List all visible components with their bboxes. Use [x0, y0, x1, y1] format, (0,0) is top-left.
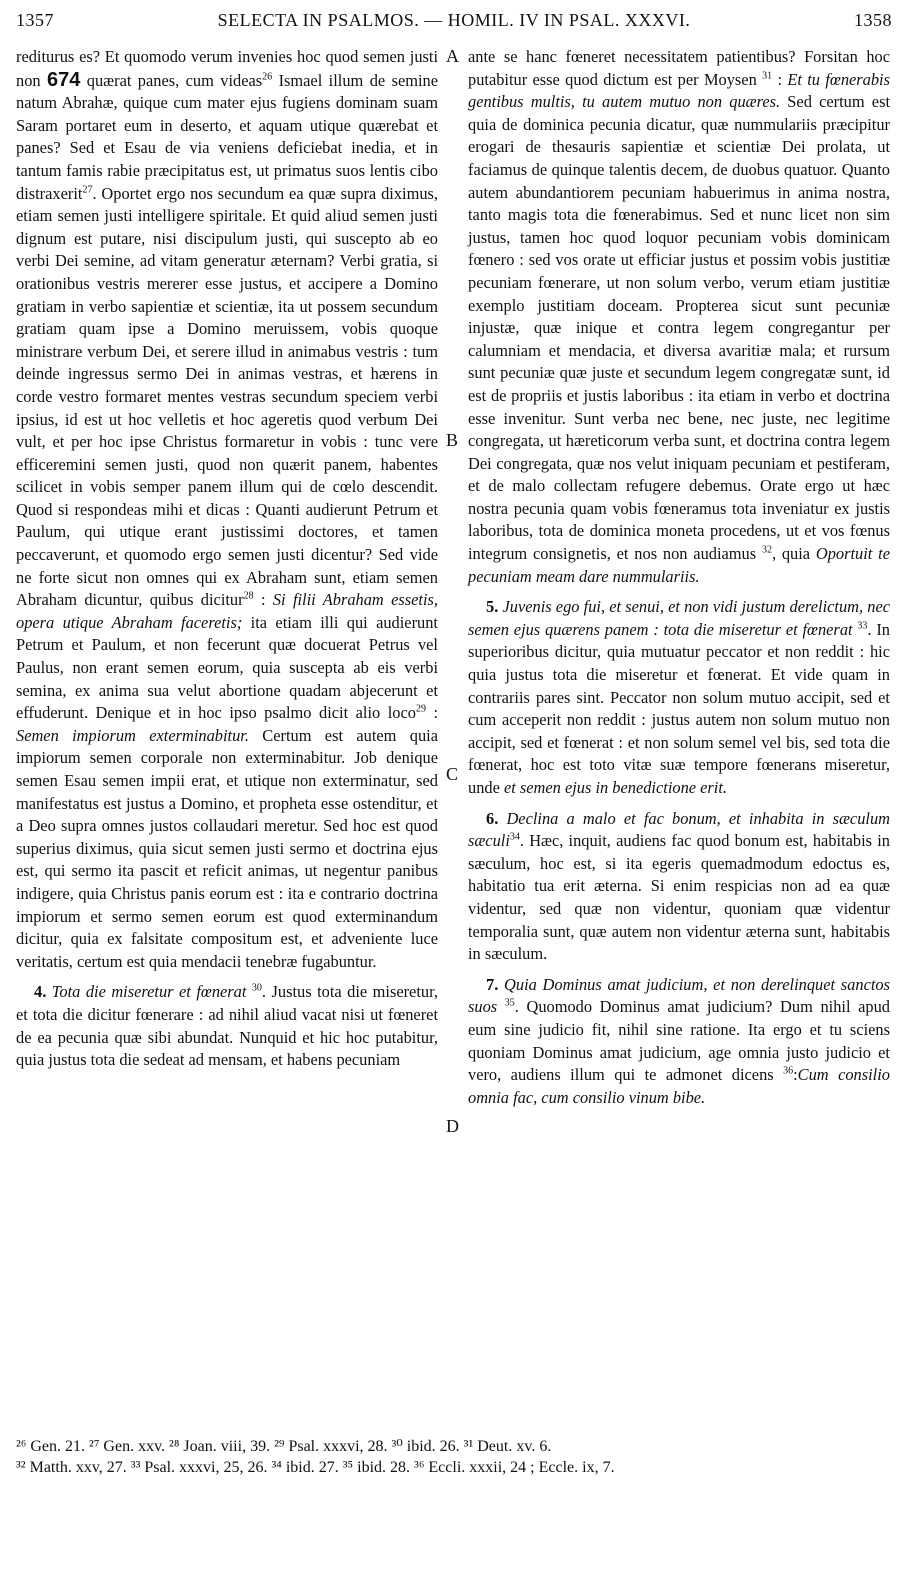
quote-32: Oportuit te pecuniam meam dare nummulariis.	[468, 544, 890, 586]
margin-marker-d: D	[446, 1116, 459, 1136]
footnotes	[16, 1436, 892, 1478]
verse-7: Quia Dominus amat judicium, et non derelinquet sanctos suos	[468, 974, 890, 1017]
note-ref-26: 26	[262, 71, 273, 83]
note-ref-27: 27	[82, 184, 93, 196]
note-ref-30: 30	[251, 982, 262, 994]
note-ref-36: 36	[783, 1065, 794, 1077]
note-ref-33: 33	[857, 620, 868, 632]
left-paragraph-4: 4. Tota die miseretur et fœnerat $^{30}$. Justus tota die miseretur, et tota die dicitur fœnerare : ad nihil aliud vacat nisi ut fœneret de ea pecunia quæ sibi abundat. Nunquid et hic hoc putabitur, quia justus tota die sedeat ad mensam, et habens pecuniam	[16, 982, 438, 1070]
verse-4: Tota die miseretur et fœnerat	[51, 982, 247, 1002]
quote-31: Et tu fœnerabis gentibus multis, tu autem mutuo non quæres.	[468, 69, 890, 112]
verse-5: Juvenis ego fui, et senui, et non vidi justum derelictum, nec semen ejus quærens panem : tota die miseretur et fœnerat	[468, 597, 890, 639]
note-ref-35: 35	[504, 997, 515, 1009]
note-ref-31: 31	[762, 70, 773, 82]
footnote-line-2: ³² Matth. xxv, 27. ³³ Psal. xxxvi, 25, 26. ³⁴ ibid. 27. ³⁵ ibid. 28. ³⁶ Eccli. xxxii, 24 ; Eccle. ix, 7.	[16, 1459, 615, 1476]
right-column	[468, 46, 890, 1109]
verse-6: Declina a malo et fac bonum, et inhabita in sæculum sæculi	[468, 808, 890, 851]
page-number-left: 1357	[16, 10, 54, 30]
right-paragraph-5: 5. Juvenis ego fui, et senui, et non vidi justum derelictum, nec semen ejus quærens panem : tota die miseretur et fœnerat $^{33}$. In superioribus dicitur, quia mutuatur peccator et non reddit : hic quia justus tota die miseretur et fœnerat. Et vide quam in contrariis pares sint. Peccator non solum mutuo accipit, sed et cum acceperit non reddit : justus autem non solum mutuo non accipit, sed et fœnerat : et non solum semel vel bis, sed tota die fœnerat, hoc est toto vitæ suæ tempore fœnerans miseretur, unde et semen ejus in benedictione erit.	[468, 597, 890, 797]
quote-29: Semen impiorum exterminabitur.	[16, 725, 249, 745]
left-column	[16, 46, 438, 1072]
footnote-line-1: ²⁶ Gen. 21. ²⁷ Gen. xxv. ²⁸ Joan. viii, 39. ²⁹ Psal. xxxvi, 28. ³⁰ ibid. 26. ³¹ Deut. xv. 6.	[16, 1438, 552, 1455]
note-ref-34: 34	[509, 831, 520, 843]
margin-marker-b: B	[446, 430, 459, 450]
right-paragraph-continued: ante se hanc fœneret necessitatem patientibus? Forsitan hoc putabitur esse quod dictum est per Moysen $^{31}$ : Et tu fœnerabis gentibus multis, tu autem mutuo non quæres. Sed certum est quia de dominica pecunia dicatur, quæ nummulariis præcipitur erogari de thesauris sapientiæ et scientiæ Dei prolata, ut faciamus de quinque talentis decem, de duobus quatuor. Quanto autem abundantiorem pecuniam habuerimus in anima nostra, tanto magis tota die fœnerabimus. Sed et nunc licet non sim justus, tamen hoc quod loquor pecuniam vobis dominicam fœnero : sed vos orate ut efficiar justus et possim vobis justitiæ pecuniam fœnerare, ut non solum verbo, verum etiam justitiæ exemplo justitiam doceam. Propterea sicut sunt pecuniæ injustæ, quæ inique et contra legem congregantur per calumniam et mendacia, et diversa avaritiæ mala; et rursum sunt pecuniæ quæ juste et secundum legem congregatæ sunt, id est de propriis et justis laboribus : ita etiam in verbo et doctrina esse invenitur. Sunt verba nec bene, nec juste, nec legitime congregata, ut hæreticorum verba sunt, et doctrina contra legem Dei congregata, quæ nos velut iniquam pecuniam et pestiferam, et de malo collectam refugere debemus. Orate ergo ut hæc nostra pecunia quam vobis fœneramus tota inveniatur ex justis laboribus, tota de dominica moneta procedens, ut et vos fœnus integrum consignetis, et nos non audiamus $^{32}$, quia Oportuit te pecuniam meam dare nummulariis.	[468, 47, 890, 586]
right-paragraph-6: 6. Declina a malo et fac bonum, et inhabita in sæculum sæculi$^{34}$. Hæc, inquit, audiens fac quod bonum est, habitabis in sæculum, hoc est, si ita egeris quemadmodum edoctus es, habitatio tua erit æterna. Si enim respicias non ad ea quæ videntur, sed quæ non videntur, quoniam quæ videntur temporalia sunt, quæ autem non videntur æterna sunt, habitabis in sæculum.	[468, 808, 890, 964]
note-ref-28: 28	[243, 590, 254, 602]
quote-5b: et semen ejus in benedictione erit.	[503, 778, 727, 797]
note-ref-32: 32	[761, 544, 772, 556]
quote-36: Cum consilio omnia fac, cum consilio vinum bibe.	[468, 1065, 890, 1107]
quote-28: Si filii Abraham essetis, opera utique Abraham faceretis;	[16, 590, 439, 632]
margin-marker-c: C	[446, 764, 459, 784]
running-title: SELECTA IN PSALMOS. — HOMIL. IV IN PSAL. XXXVI.	[217, 10, 691, 30]
left-paragraph-continued: rediturus es? Et quomodo verum invenies hoc quod semen justi non 674 quærat panes, cum videas$^{26}$ Ismael illum de semine natum Abrahæ, quique cum mater ejus fugiens dominam suam Saram portaret eum in deserto, et aquam utique quærebat et panes? Sed et Esau de via veniens deficiebat inedia, et in tantum famis rabie præcipitatus est, ut primatus suos lentis cibo distraxerit$^{27}$. Oportet ergo nos secundum ea quæ supra diximus, etiam semen justi intelligere spiritale. Et quid aliud semen justi dignum est putare, nisi discipulum justi, qui suscepto ab eo verbi Dei semine, ad vitam generatur æternam? Verbi gratia, si orationibus vestris mererer esse justus, et accipere a Domino gratiam in verbo sapientiæ et scientiæ, ita ut possem secundum gratiam quam ipse a Domino meruissem, vobis quoque ministrare verbum Dei, et serere illud in animabus vestris : tum deinde ingressus sermo Dei in animas vestras, et hærens in corde vestro formaret mentes vestras secundum speciem verbi ipsius, id est ut hoc velletis et hoc ageretis quod verbum Dei vult, et per hoc ipse Christus formaretur in vobis : tunc vere efficeremini semen justi, quod non quærit panem, habentes scilicet in vobis semper panem illum qui de cœlo descendit. Quod si respondeas mihi et dicas : Quanti audierunt Petrum et Paulum, qui utique erant justissimi doctores, et tamen peccaverunt, et quomodo ergo semen justi dicentur? Sed vide ne forte sicut non omnes qui ex Abraham sunt, etiam semen Abraham dicuntur, quibus dicitur$^{28}$ : Si filii Abraham essetis, opera utique Abraham faceretis; ita etiam illi qui audierunt Petrum et Paulum, et non fecerunt quæ docuerat Petrus vel Paulus, non erant semen eorum, quia suscepta ab eis verbi semina, ex anima sua velut abortione quadam abjecerunt et effuderunt. Denique et in hoc ipso psalmo dicit alio loco$^{29}$ : Semen impiorum exterminabitur. Certum est autem quia impiorum semen corporale non exterminabitur. Job denique semen Esau semen impii erat, et utique non exterminatur, sed manifestatus est justus a Domino, et propheta esse ostenditur, et a Deo supra omnes justos collaudari meretur. Sed hoc est quod superius diximus, quia sicut semen justi sermo et doctrina ejus est, qui sermo ita pascit et reficit animas, ut negentur panibus indigere, quia Christus panis eorum est : ita e contrario doctrina impiorum et sermo semen eorum est quod exterminandum dicitur, quia ex falsitate compositum est, et adveniente luce veritatis, certum est quia mendacii tenebræ fugabuntur.	[16, 47, 439, 971]
note-ref-29: 29	[415, 703, 426, 715]
right-paragraph-7: 7. Quia Dominus amat judicium, et non derelinquet sanctos suos $^{35}$. Quomodo Dominus amat judicium? Dum nihil apud eum sine judicio fit, nihil sine ratione. Ita ergo et tu sciens quoniam Dominus amat judicium, age omnia justo judicio et vero, audiens illum qui te admonet dicens $^{36}$:Cum consilio omnia fac, cum consilio vinum bibe.	[468, 974, 890, 1107]
page-number-right: 1358	[854, 10, 892, 30]
margin-marker-a: A	[446, 46, 459, 66]
column-number-674: 674	[47, 68, 81, 91]
running-header	[16, 10, 892, 40]
